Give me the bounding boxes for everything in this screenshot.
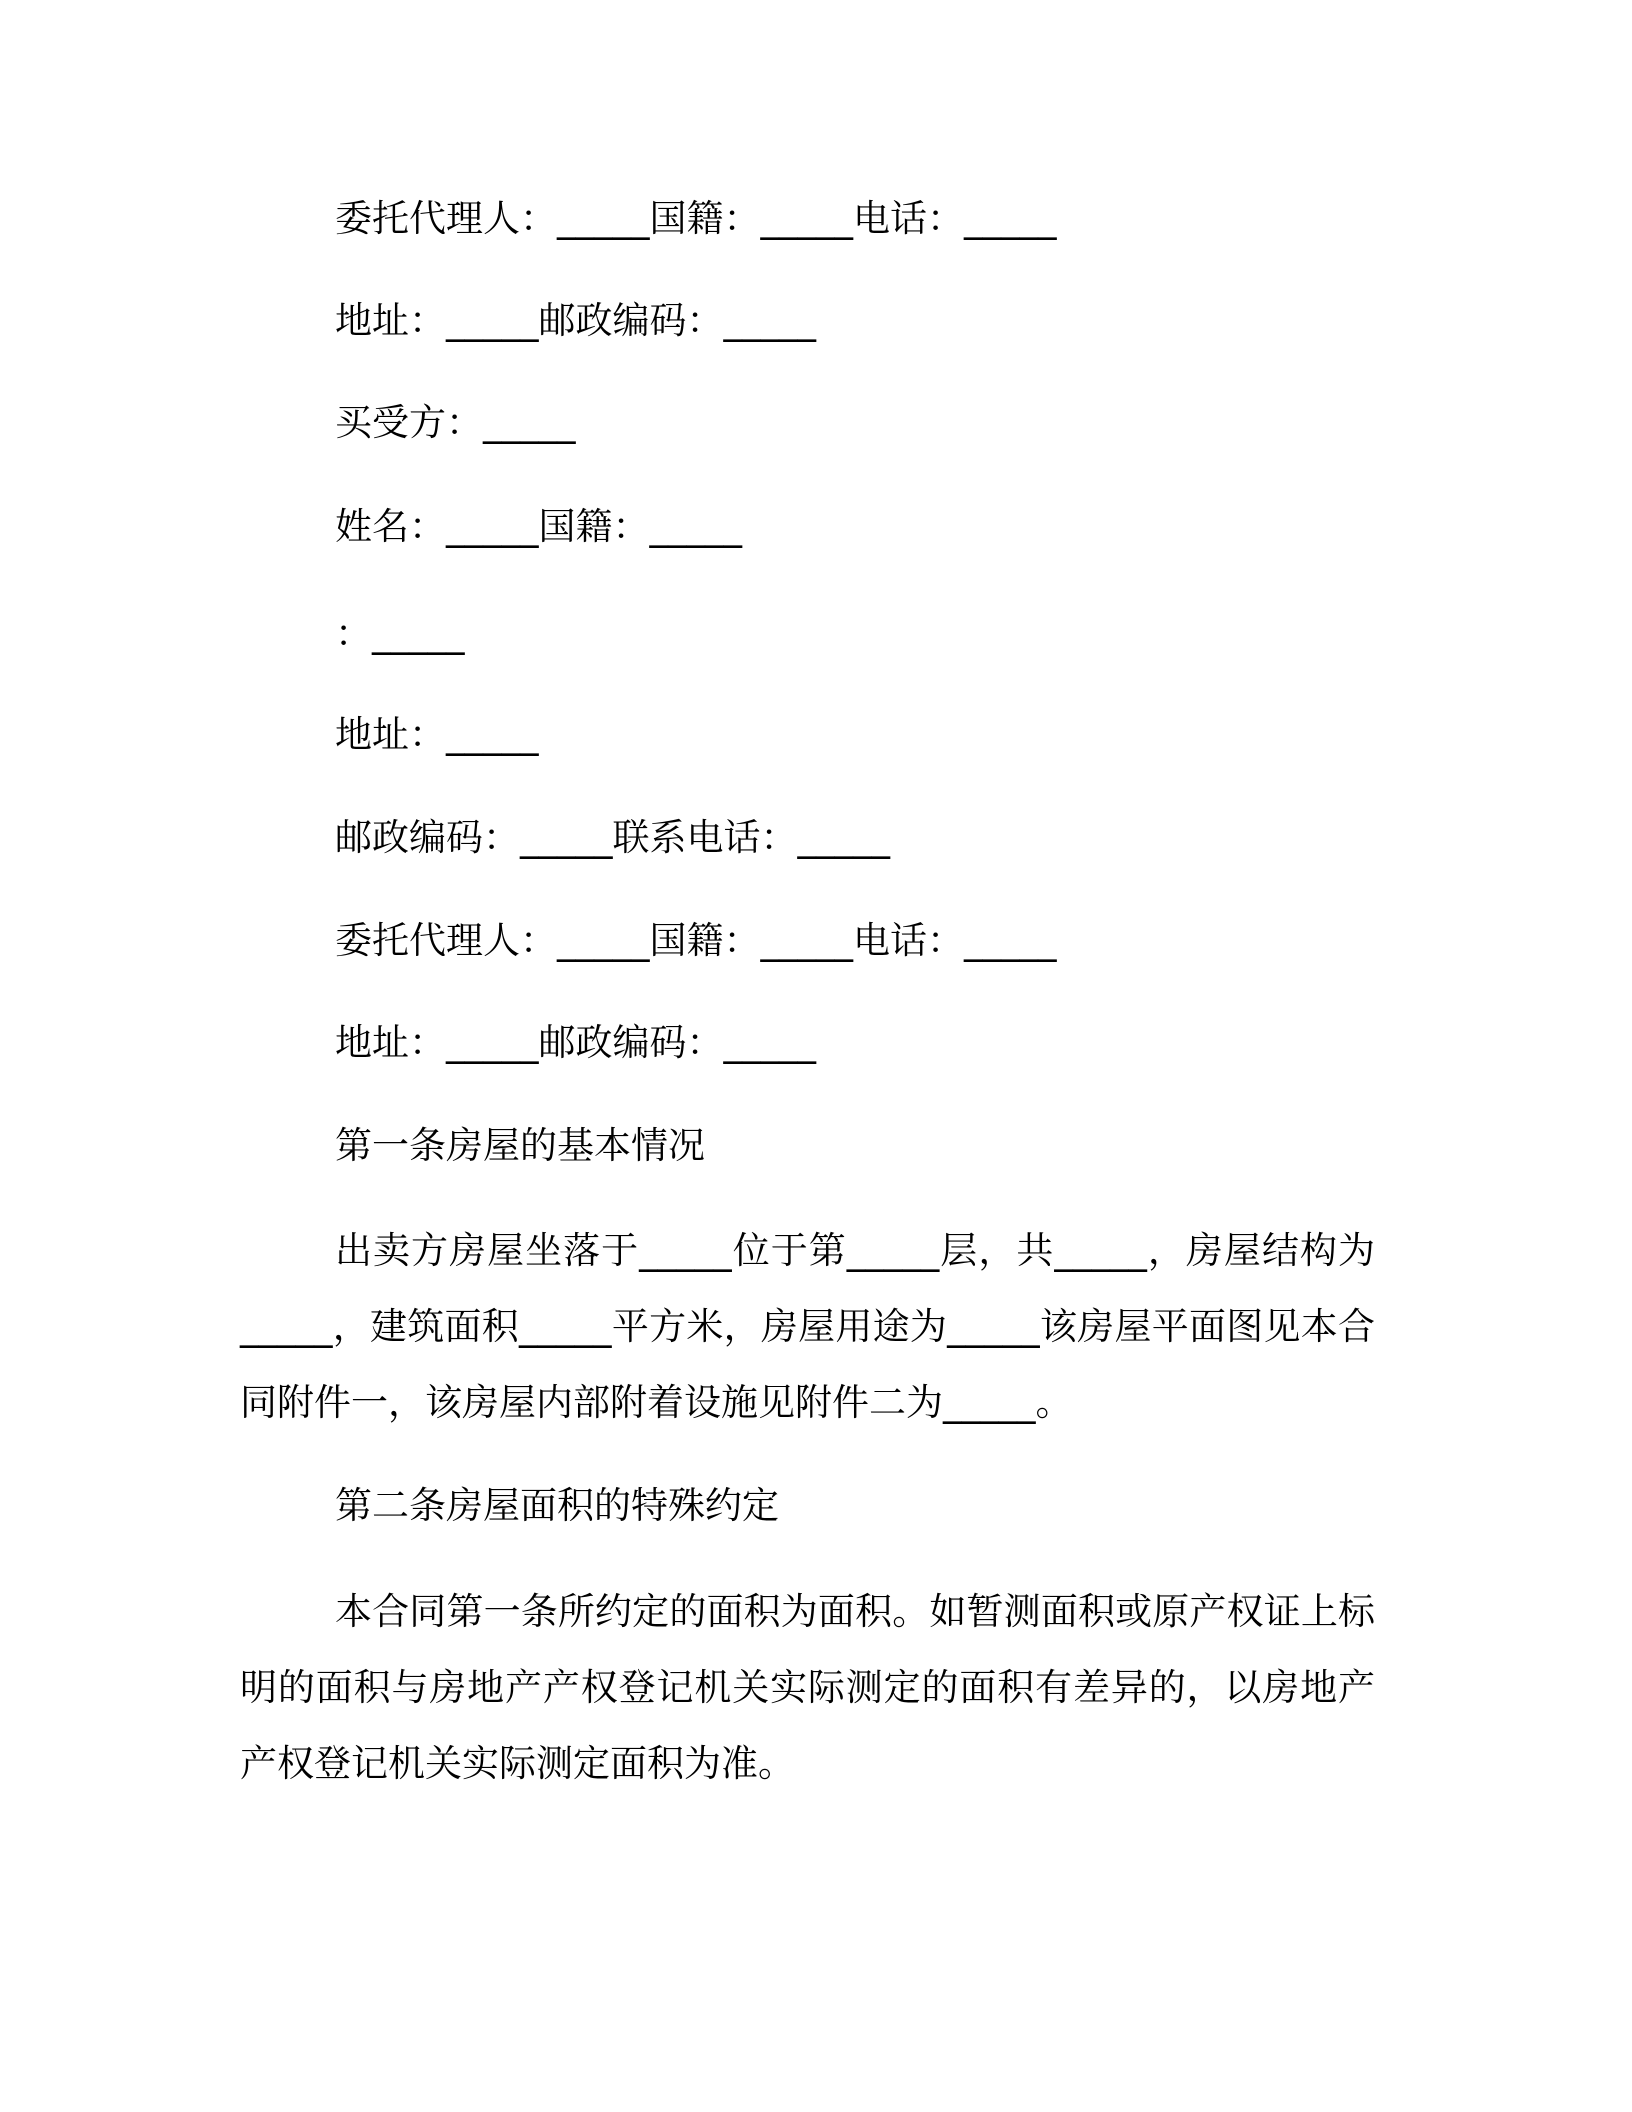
buyer-agent-address-line: 地址：_____邮政编码：_____ xyxy=(335,1021,816,1064)
buyer-agent-line: 委托代理人：_____国籍：_____电话：_____ xyxy=(335,919,1057,962)
buyer-name-line: 姓名：_____国籍：_____ xyxy=(335,505,742,548)
article-2-body: 本合同第一条所约定的面积为面积。如暂测面积或原产权证上标明的面积与房地产产权登记机关实际测定的面积有差异的，以房地产产权登记机关实际测定面积为准。 xyxy=(240,1590,1375,1785)
buyer-postcode-phone-line: 邮政编码：_____联系电话：_____ xyxy=(335,816,890,859)
buyer-address-line: 地址：_____ xyxy=(335,713,539,756)
seller-agent-line: 委托代理人：_____国籍：_____电话：_____ xyxy=(335,197,1057,240)
article-1-body: 出卖方房屋坐落于_____位于第_____层，共_____，房屋结构为_____，建筑面积_____平方米，房屋用途为_____该房屋平面图见本合同附件一，该房屋内部附着设施见附件二为_____。 xyxy=(240,1229,1375,1424)
buyer-line: 买受方：_____ xyxy=(335,401,576,444)
article-1-heading: 第一条房屋的基本情况 xyxy=(335,1124,705,1167)
article-2-heading: 第二条房屋面积的特殊约定 xyxy=(335,1484,779,1527)
seller-agent-address-line: 地址：_____邮政编码：_____ xyxy=(335,299,816,342)
buyer-blank-line: ：_____ xyxy=(335,612,465,655)
